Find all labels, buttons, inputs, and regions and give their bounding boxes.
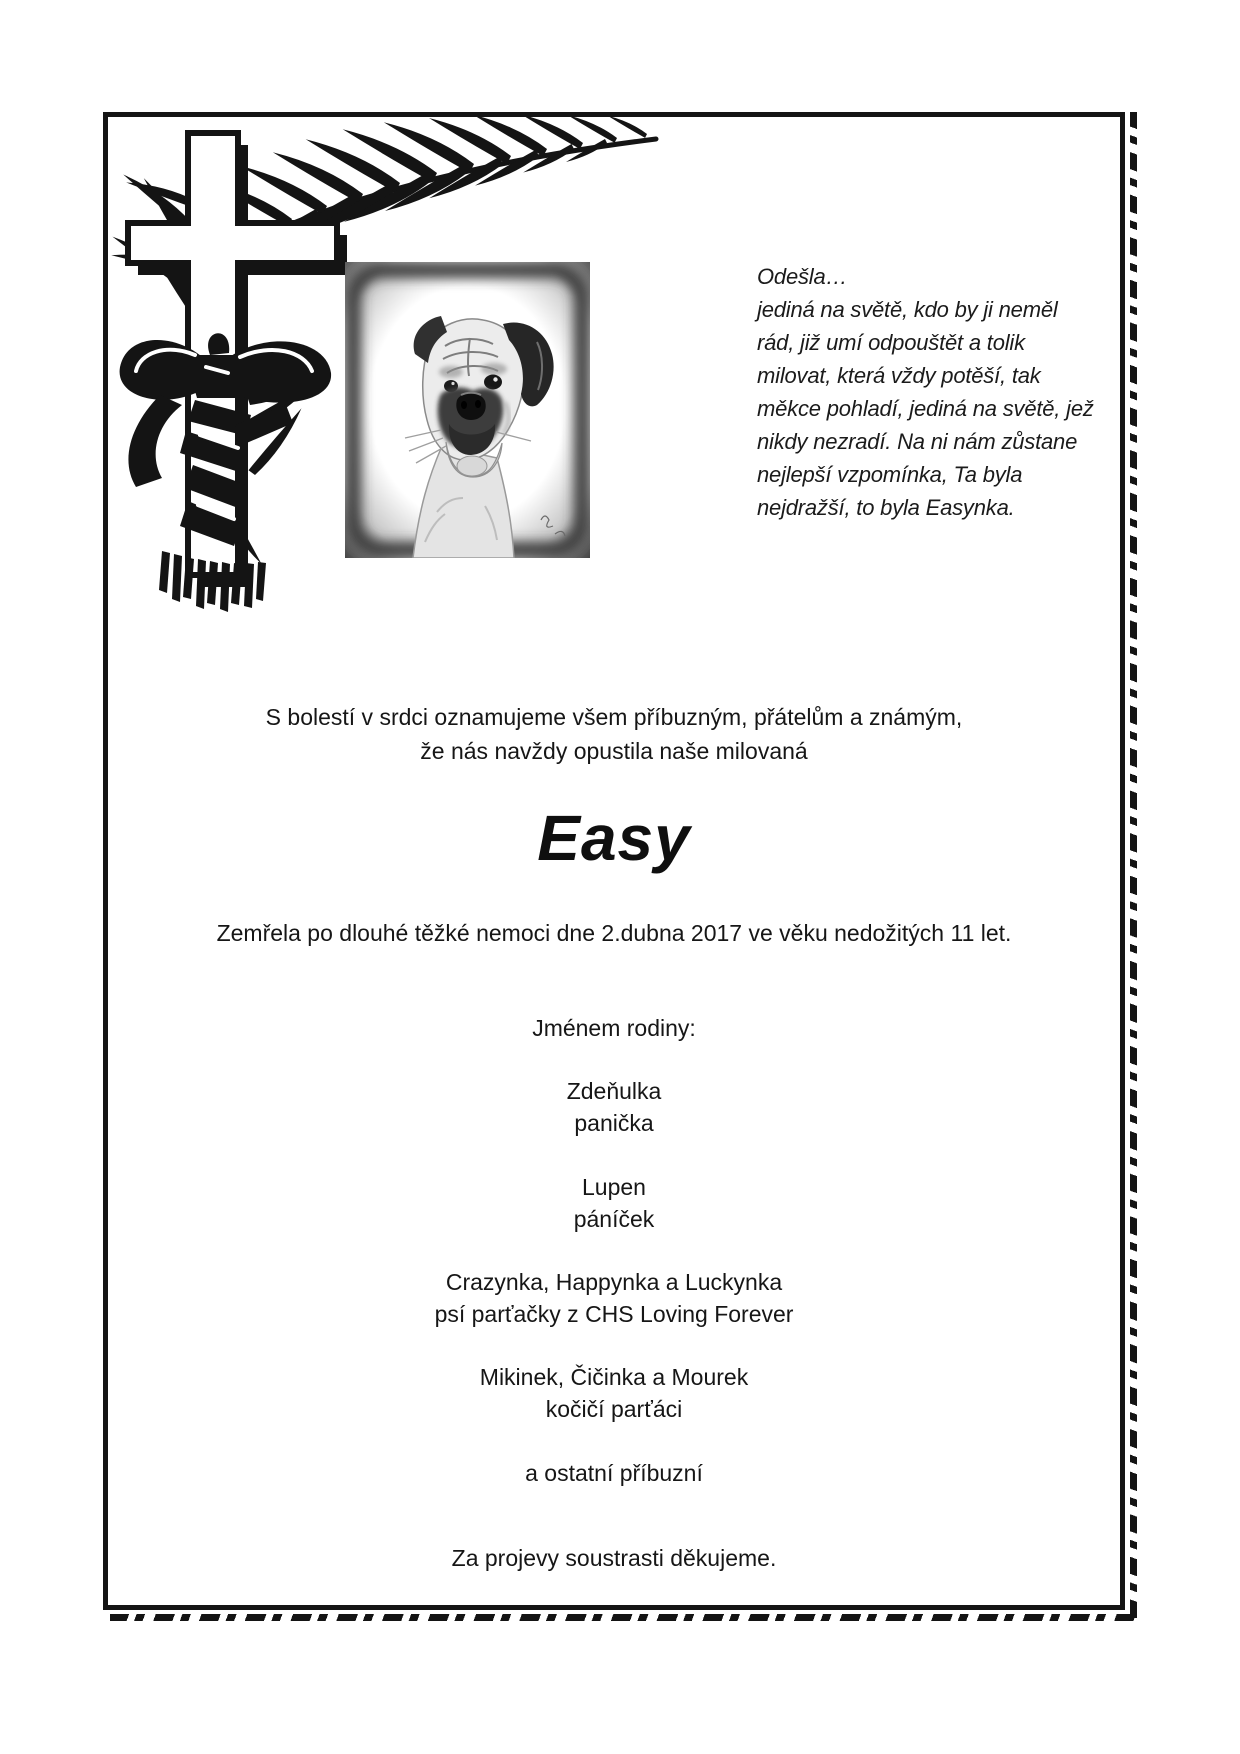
announcement-line-2: že nás navždy opustila naše milovaná xyxy=(420,738,808,764)
border-dashed-shadow-bottom xyxy=(110,1614,1138,1621)
family-relation: panička xyxy=(574,1110,654,1136)
family-relation: psí parťačky z CHS Loving Forever xyxy=(434,1301,794,1327)
boxer-dog-portrait xyxy=(345,262,590,558)
pet-name-title: Easy xyxy=(537,802,691,874)
announcement xyxy=(108,700,1120,768)
condolence-thanks: Za projevy soustrasti děkujeme. xyxy=(451,1545,777,1571)
border-dashed-shadow-right xyxy=(1130,112,1137,1618)
family-relation: páníček xyxy=(573,1206,655,1232)
family-entry xyxy=(108,1171,1120,1235)
other-relatives: a ostatní příbuzní xyxy=(525,1460,703,1486)
family-heading: Jménem rodiny: xyxy=(532,1015,696,1041)
poem xyxy=(757,260,1129,524)
family-relation: kočičí parťáci xyxy=(545,1396,683,1422)
death-notice: Zemřela po dlouhé těžké nemoci dne 2.dubna 2017 ve věku nedožitých 11 let. xyxy=(216,920,1012,946)
poem-line: měkce pohladí, jediná na světě, jež xyxy=(757,396,1094,421)
family-names: Mikinek, Čičinka a Mourek xyxy=(479,1364,749,1390)
poem-line: milovat, která vždy potěší, tak xyxy=(757,363,1041,388)
family-names: Zdeňulka xyxy=(566,1078,662,1104)
family-entry xyxy=(108,1361,1120,1425)
poem-line: nejdražší, to byla Easynka. xyxy=(757,495,1015,520)
announcement-line-1: S bolestí v srdci oznamujeme všem příbuzným, přátelům a známým, xyxy=(265,704,963,730)
family-entry xyxy=(108,1266,1120,1330)
poem-line: jediná na světě, kdo by ji neměl xyxy=(757,297,1058,322)
poem-line: nejlepší vzpomínka, Ta byla xyxy=(757,462,1023,487)
poem-line: rád, již umí odpouštět a tolik xyxy=(757,330,1025,355)
poem-line: nikdy nezradí. Na ni nám zůstane xyxy=(757,429,1078,454)
poem-line: Odešla… xyxy=(757,264,848,289)
family-names: Crazynka, Happynka a Luckynka xyxy=(445,1269,783,1295)
family-names: Lupen xyxy=(582,1174,646,1200)
family-entry xyxy=(108,1075,1120,1139)
